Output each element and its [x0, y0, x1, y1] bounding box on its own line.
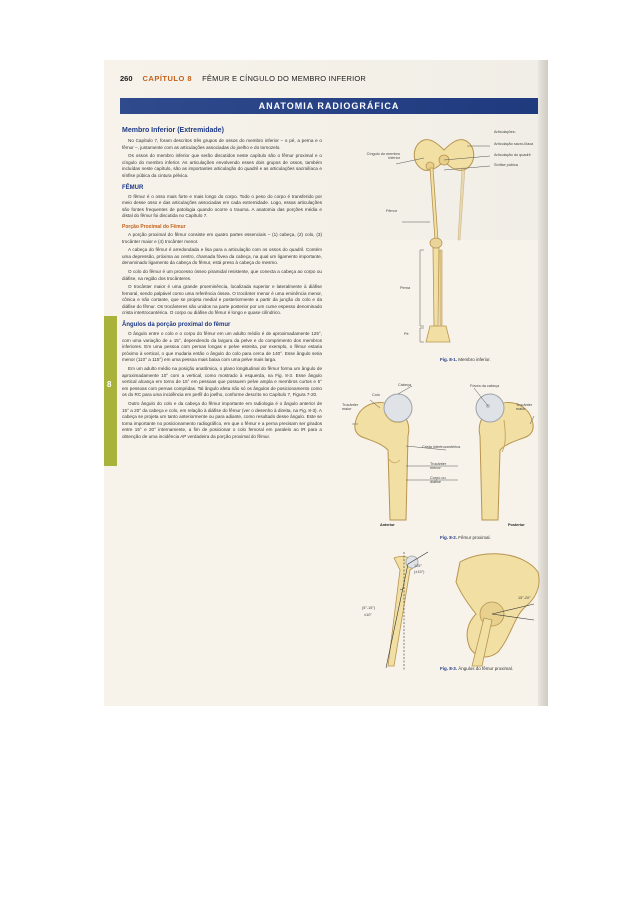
label-crista: Crista intertrocantérica [422, 445, 461, 449]
label-sacroiliaca: Articulação sacro-ilíaca [494, 142, 534, 146]
heading-lower-limb: Membro Inferior (Extremidade) [122, 127, 224, 134]
paragraph: O trocânter maior é uma grande proeminência, localizada superior e lateralmente à diáfise femoral, sendo palpável como uma referência óssea. O trocânter menor é uma eminência menor, cônica e não cortante, que se projeta medial e posteriormente a partir da junção do colo e da diáfise do fêmur. Os trocânteres são unidos na parte posterior por um cume espesso denominado crista intertrocantérica. O corpo ou diáfise do fêmur é longo e quase cilíndrico. [122, 284, 322, 316]
label-angle-15-20: 15°-20° [518, 596, 531, 600]
caption-number: Fig. 8-1. [440, 357, 458, 362]
caption-number: Fig. 8-3. [440, 666, 458, 671]
paragraph: O fêmur é o osso mais forte e mais longo do corpo. Todo o peso do corpo é transferido por meio desse osso e das articulações associadas em cada extremidade. Logo, essas articulações são fontes frequentes de patologia quando ocorre o trauma. A anatomia das porções média e distal do fêmur foi discutida no Capítulo 7. [122, 193, 322, 219]
paragraph: A cabeça do fêmur é arredondada e lisa para a articulação com os ossos do quadril. Contém uma depressão, próxima ao centro, chamada fóvea da cabeça, na qual um ligamento importante, denominado ligamento da cabeça do fêmur, está preso à cabeça do mesmo. [122, 247, 322, 266]
label-angle-125: 125° [414, 564, 422, 568]
label-fovea: Fóvea da cabeça [470, 384, 500, 388]
body-text-column [122, 126, 322, 443]
page-number: 260 [120, 74, 133, 83]
femur-anterior-illustration [355, 394, 412, 520]
caption-number: Fig. 8-2. [440, 535, 458, 540]
figure-femur-angles [364, 548, 544, 672]
label-angle-10: ±10° [364, 613, 372, 617]
paragraph: A porção proximal do fêmur consiste em quatro partes essenciais – (1) cabeça, (2) colo, (3) trocânter maior e (4) trocânter menor. [122, 231, 322, 244]
paragraph: Os ossos do membro inferior que serão discutidos neste capítulo são o fêmur proximal e o cíngulo do membro inferior. As articulações envolvendo esses dois grupos de ossos, também incluídas neste capítulo, são as importantes articulação do quadril e as articulações sacroilíaca e sínfise púbica da cintura pélvica. [122, 153, 322, 178]
paragraph: Em um adulto médio na posição anatômica, o plano longitudinal do fêmur forma um ângulo de aproximadamente 10° com a vertical, como mostrado à esquerda, na Fig. 8-3. Esse ângulo vertical alcança em torno de 15° em pessoas que possuem pelve ampla e membros curtos e 5° em pessoas com pernas compridas. Tal ângulo afeta não só os ângulos de posicionamento como os do RC para uma incidência em perfil do joelho, conforme descrito no Capítulo 7, Figura 7-20. [122, 366, 322, 398]
textbook-page [104, 60, 548, 706]
label-angle-5-15: (5°-15°) [362, 606, 376, 610]
chapter-thumb-tab [104, 316, 117, 466]
running-header [120, 74, 366, 83]
label-trocanter-maior-right: Trocânter maior [516, 403, 533, 412]
label-femur: Fêmur [386, 209, 397, 213]
pelvis-lateral-illustration [456, 554, 539, 666]
label-pe: Pé [404, 332, 409, 336]
label-sinfise: Sínfise púbica [494, 163, 518, 167]
label-trocanter-maior-left: Trocânter maior [342, 403, 359, 412]
label-trocanter-menor: Trocânter menor [430, 462, 447, 471]
figure-caption [440, 357, 491, 362]
figure-caption [440, 666, 513, 671]
label-cingulo: Cíngulo do membro inferior [366, 152, 400, 161]
chapter-label: CAPÍTULO 8 [142, 74, 193, 83]
caption-text: Membro inferior. [458, 357, 491, 362]
figure-caption [440, 535, 491, 540]
label-colo: Colo [372, 393, 380, 397]
caption-text: Ângulos do fêmur proximal. [458, 666, 514, 671]
label-anterior: Anterior [380, 523, 395, 527]
heading-angles: Ângulos da porção proximal do fêmur [122, 322, 231, 329]
label-cabeca: Cabeça [398, 383, 412, 387]
section-title-bar [120, 98, 538, 114]
paragraph: Outro ângulo do colo e da cabeça do fêmur importante em radiologia é o ângulo anterior de 15° a 20° da cabeça e colo, em relação à diáfise do fêmur (ver o desenho à direita, na Fig. 8-3). A cabeça se projeta um tanto anteriormente ou para adiante, como resultado desse ângulo. Este se torna importante no posicionamento radiográfico, em que o fêmur e a perna precisam ser girados entre 15° e 20° internamente, a fim de posicionar o colo femoral em paralelo ao IR para a obtenção de uma incidência AP verdadeira da porção proximal do fêmur. [122, 401, 322, 439]
label-quadril: Articulação do quadril [494, 153, 531, 157]
chapter-title: FÊMUR E CÍNGULO DO MEMBRO INFERIOR [202, 74, 366, 83]
label-perna: Perna [400, 286, 411, 290]
femur-posterior-illustration [476, 394, 533, 520]
label-articulacoes: Articulações: [494, 130, 516, 134]
heading-femur: FÊMUR [122, 184, 144, 191]
caption-text: Fêmur proximal. [458, 535, 491, 540]
paragraph: O colo do fêmur é um processo ósseo piramidal resistente, que conecta a cabeça ao corpo ou diáfise, na região dos trocânteres. [122, 268, 322, 281]
thumb-tab-number: 8 [107, 380, 112, 389]
lower-limb-skeleton-illustration [414, 140, 474, 342]
label-corpo: Corpo ou diáfise [430, 476, 446, 485]
paragraph: O ângulo entre o colo e o corpo do fêmur em um adulto médio é de aproximadamente 125°, com uma variação de ± 15°, dependendo da largura da pelve e do comprimento dos membros inferiores. Em uma pessoa com pernas longas e pelve estreita, por exemplo, o fêmur estaria próximo à vertical, o que mudaria então o ângulo do colo para cerca de 140°. Esse ângulo seria menor (110° a 115°) em uma pessoa mais baixa com uma pelve mais larga. [122, 331, 322, 363]
section-title: ANATOMIA RADIOGRÁFICA [258, 101, 400, 111]
heading-proximal-femur: Porção Proximal do Fêmur [122, 223, 186, 230]
label-posterior: Posterior [508, 523, 525, 527]
label-angle-125-variation: (±15°) [414, 570, 425, 574]
paragraph: No Capítulo 7, foram descritos três grupos de ossos do membro inferior – o pé, a perna e o fêmur –, juntamente com as articulações associadas do joelho e do tornozelo. [122, 138, 322, 150]
